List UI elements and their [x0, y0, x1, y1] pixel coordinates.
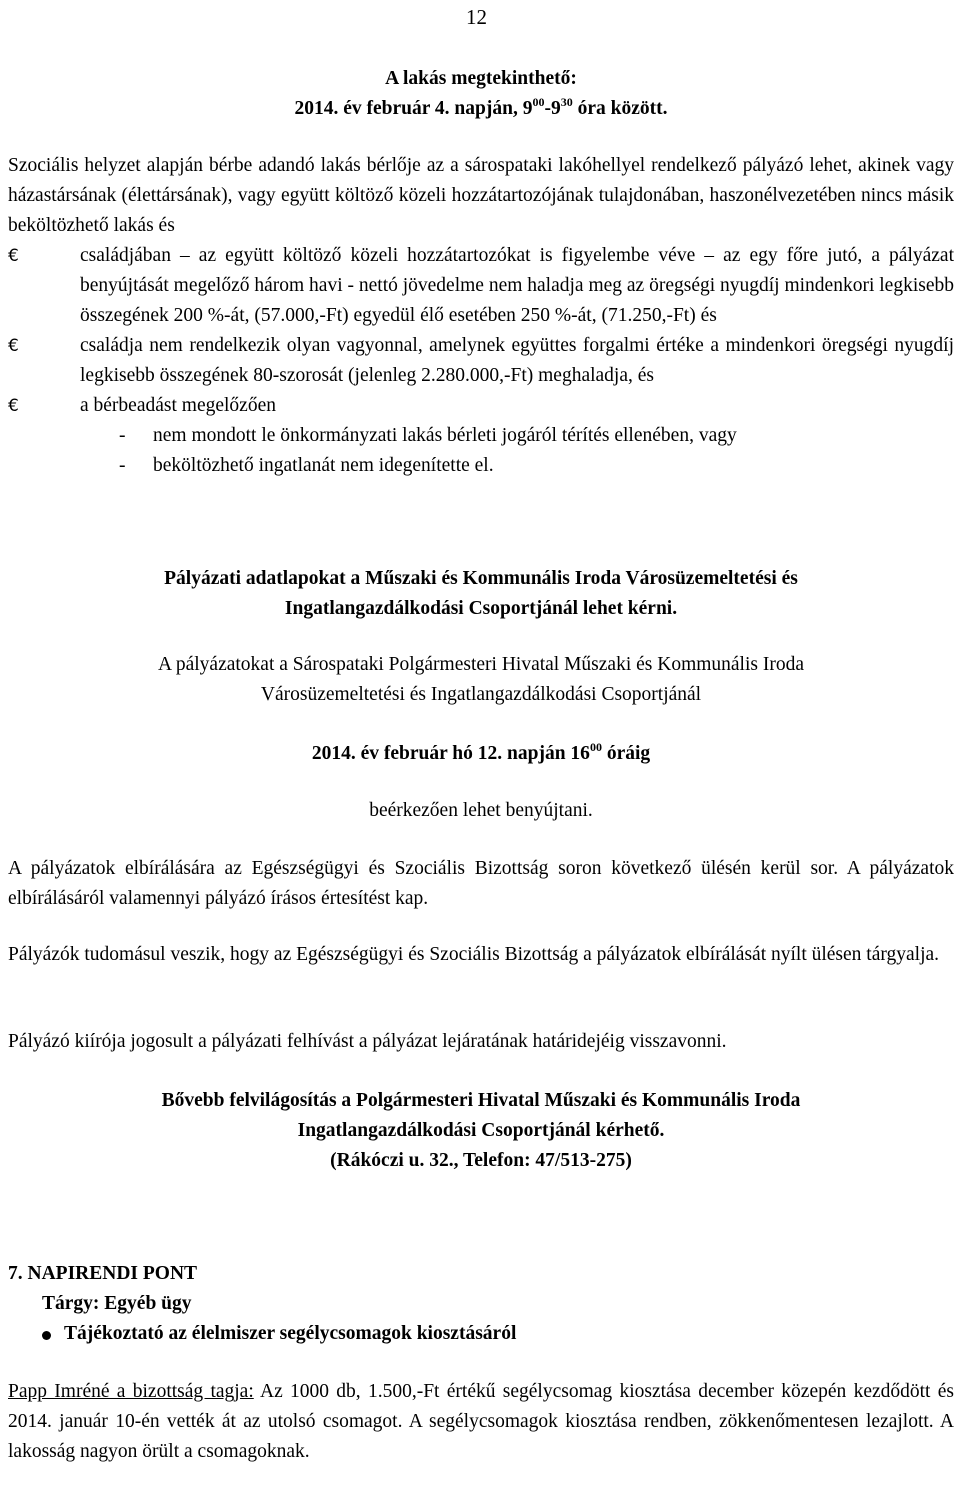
statement-text: Papp Imréné a bizottság tagja: Az 1000 db, 1.500,-Ft értékű segélycsomag kiosztása december közepén kezdődött és 2014. január 10-én vették át az utolsó csomagot. A segélycsomagok kiosztása rendben, zökkenőmentesen lezajlott. A lakosság nagyon örült a csomagoknak.: [8, 1381, 954, 1462]
euro-bullet-icon: €: [8, 336, 19, 356]
viewing-title: A lakás megtekinthető:: [385, 68, 577, 89]
submission-block: A pályázatokat a Sárospataki Polgármesteri Hivatal Műszaki és Kommunális Iroda Városüzemeltetési és Ingatlangazdálkodási Csoportjánál: [157, 654, 805, 705]
eligibility-bullet-prior: € a bérbeadást megelőzően: [8, 391, 954, 421]
eligibility-intro: Szociális helyzet alapján bérbe adandó lakás bérlője az a sárospataki lakóhellyel rendelkező pályázó lehet, akinek vagy házastársának (élettársának), vagy együtt költöző közeli hozzátartozójának tulajdonában, haszonélvezetében nincs másik beköltözhető lakás és: [8, 155, 954, 236]
page-number: 12: [466, 5, 487, 29]
euro-bullet-icon: €: [8, 396, 19, 416]
agenda-topic: Tájékoztató az élelmiszer segélycsomagok kiosztásáról: [8, 1319, 954, 1349]
eligibility-bullet-assets: € családja nem rendelkezik olyan vagyonnal, amelynek együttes forgalmi értéke a mindenkori öregségi nyugdíj legkisebb összegének 80-szorosát (jelenleg 2.280.000,-Ft) meghaladja, és: [8, 331, 954, 391]
eligibility-dash-2: - beköltözhető ingatlanát nem idegenítette el.: [119, 455, 494, 476]
submission-received: beérkezően lehet benyújtani.: [369, 800, 593, 821]
euro-bullet-icon: €: [8, 246, 19, 266]
agenda-subject: Tárgy: Egyéb ügy: [42, 1293, 192, 1314]
eligibility-bullet-income: € családjában – az együtt költöző közeli hozzátartozókat is figyelembe véve – az egy főre jutó, a pályázat benyújtását megelőző három havi - nettó jövedelme nem haladja meg az öregségi nyugdíj mindenkori legkisebb összegének 200 %-át, (57.000,-Ft) egyedül élő esetében 250 %-át, (71.250,-Ft) és: [8, 241, 954, 331]
agenda-number: 7. NAPIRENDI PONT: [8, 1263, 198, 1284]
forms-notice: Pályázati adatlapokat a Műszaki és Kommunális Iroda Városüzemeltetési és Ingatlangazdálkodási Csoportjánál lehet kérni.: [164, 568, 798, 619]
speaker-name: Papp Imréné a bizottság tagja:: [8, 1381, 254, 1402]
withdrawal-text: Pályázó kiírója jogosult a pályázati felhívást a pályázat lejáratának határidejéig visszavonni.: [8, 1031, 727, 1052]
bullet-dot-icon: [42, 1331, 51, 1340]
eligibility-block: [8, 151, 954, 481]
viewing-date: 2014. év február 4. napján, $9^{00}-9^{30}$ óra között.: [294, 95, 668, 119]
info-block: Bővebb felvilágosítás a Polgármesteri Hivatal Műszaki és Kommunális Iroda Ingatlangazdálkodási Csoportjánál kérhető. (Rákóczi u. 32., Telefon: 47/513-275): [161, 1090, 801, 1171]
public-session-text: Pályázók tudomásul veszik, hogy az Egészségügyi és Szociális Bizottság a pályázatok elbírálását nyílt ülésen tárgyalja.: [8, 944, 940, 965]
evaluation-text: A pályázatok elbírálására az Egészségügyi és Szociális Bizottság soron következő ülésén kerül sor. A pályázatok elbírálásáról valamennyi pályázó írásos értesítést kap.: [8, 858, 954, 909]
eligibility-dash-1: - nem mondott le önkormányzati lakás bérleti jogáról térítés ellenében, vagy: [119, 425, 737, 446]
submission-deadline: 2014. év február hó 12. napján $16^{00}$ óráig: [311, 740, 651, 764]
agenda-block: [8, 1259, 954, 1349]
viewing-block: [8, 64, 954, 124]
